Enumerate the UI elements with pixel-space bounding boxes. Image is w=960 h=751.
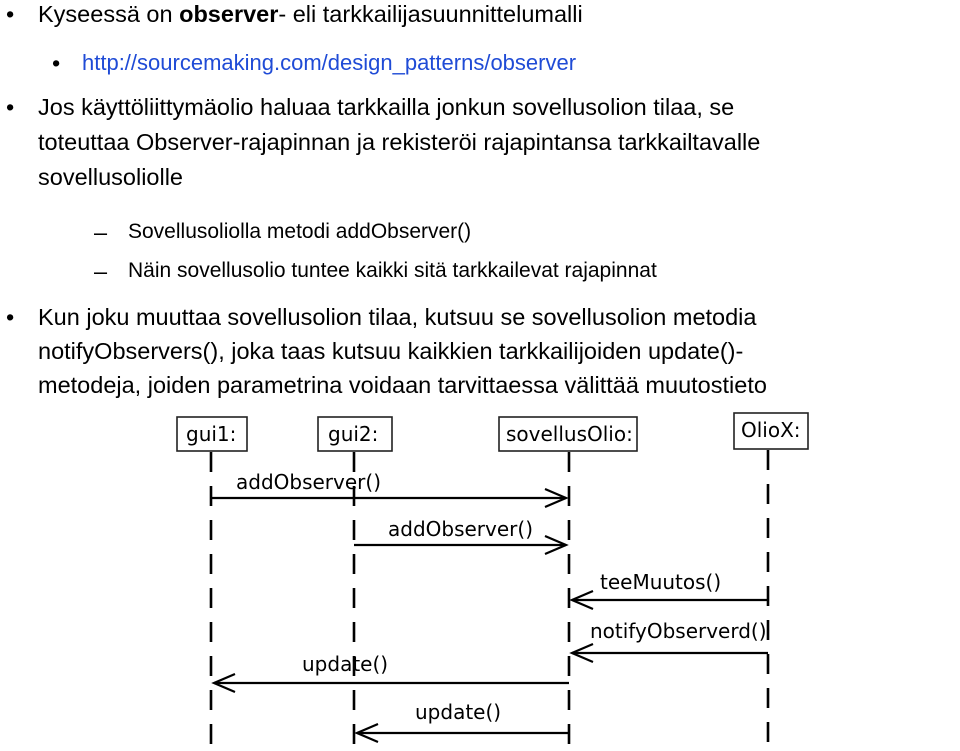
bullet-1-text: Kyseessä on observer- eli tarkkailijasuunnittelumalli bbox=[38, 1, 583, 27]
dash-symbol: – bbox=[94, 219, 108, 245]
object-sovellusolio bbox=[499, 417, 637, 451]
observer-link[interactable]: http://sourcemaking.com/design_patterns/observer bbox=[82, 50, 577, 75]
object-label: gui1: bbox=[186, 422, 237, 446]
bullet-3-line-3: metodeja, joiden parametrina voidaan tarvittaessa välittää muutostieto bbox=[38, 372, 767, 398]
bullet-2-line-1: Jos käyttöliittymäolio haluaa tarkkailla jonkun sovellusolion tilaa, se bbox=[38, 94, 735, 120]
message-label: notifyObserverd() bbox=[590, 619, 767, 643]
object-oliox bbox=[734, 413, 808, 449]
object-label: OlioX: bbox=[741, 418, 801, 442]
message-tee-muutos bbox=[572, 570, 768, 609]
object-gui2 bbox=[318, 417, 392, 451]
bullet-3-line-2: notifyObservers(), joka taas kutsuu kaikkien tarkkailijoiden update()- bbox=[38, 338, 744, 364]
dash-symbol: – bbox=[94, 258, 108, 284]
object-gui1 bbox=[177, 417, 247, 451]
message-label: update() bbox=[302, 652, 389, 676]
message-add-observer-gui1 bbox=[211, 470, 566, 507]
dash-item-text: Näin sovellusolio tuntee kaikki sitä tarkkailevat rajapinnat bbox=[128, 259, 657, 282]
message-label: addObserver() bbox=[388, 517, 533, 541]
message-update-gui2 bbox=[357, 700, 569, 742]
bullet-3-line-1: Kun joku muuttaa sovellusolion tilaa, kutsuu se sovellusolion metodia bbox=[38, 304, 757, 330]
message-update-gui1 bbox=[214, 652, 569, 692]
bullet-symbol: • bbox=[6, 94, 15, 120]
message-add-observer-gui2 bbox=[354, 517, 566, 554]
message-label: addObserver() bbox=[236, 470, 381, 494]
message-label: update() bbox=[415, 700, 502, 724]
dash-item-text: Sovellusoliolla metodi addObserver() bbox=[128, 220, 472, 243]
bullet-2-line-3: sovellusoliolle bbox=[38, 164, 183, 190]
bullet-symbol: • bbox=[6, 304, 15, 330]
bullet-symbol: • bbox=[6, 1, 15, 27]
message-label: teeMuutos() bbox=[600, 570, 722, 594]
bullet-symbol: • bbox=[52, 50, 61, 76]
object-label: sovellusOlio: bbox=[506, 422, 633, 446]
message-notify-observers bbox=[572, 619, 768, 662]
bullet-2-line-2: toteuttaa Observer-rajapinnan ja rekisteröi rajapintansa tarkkailtavalle bbox=[38, 129, 761, 155]
object-label: gui2: bbox=[328, 422, 379, 446]
